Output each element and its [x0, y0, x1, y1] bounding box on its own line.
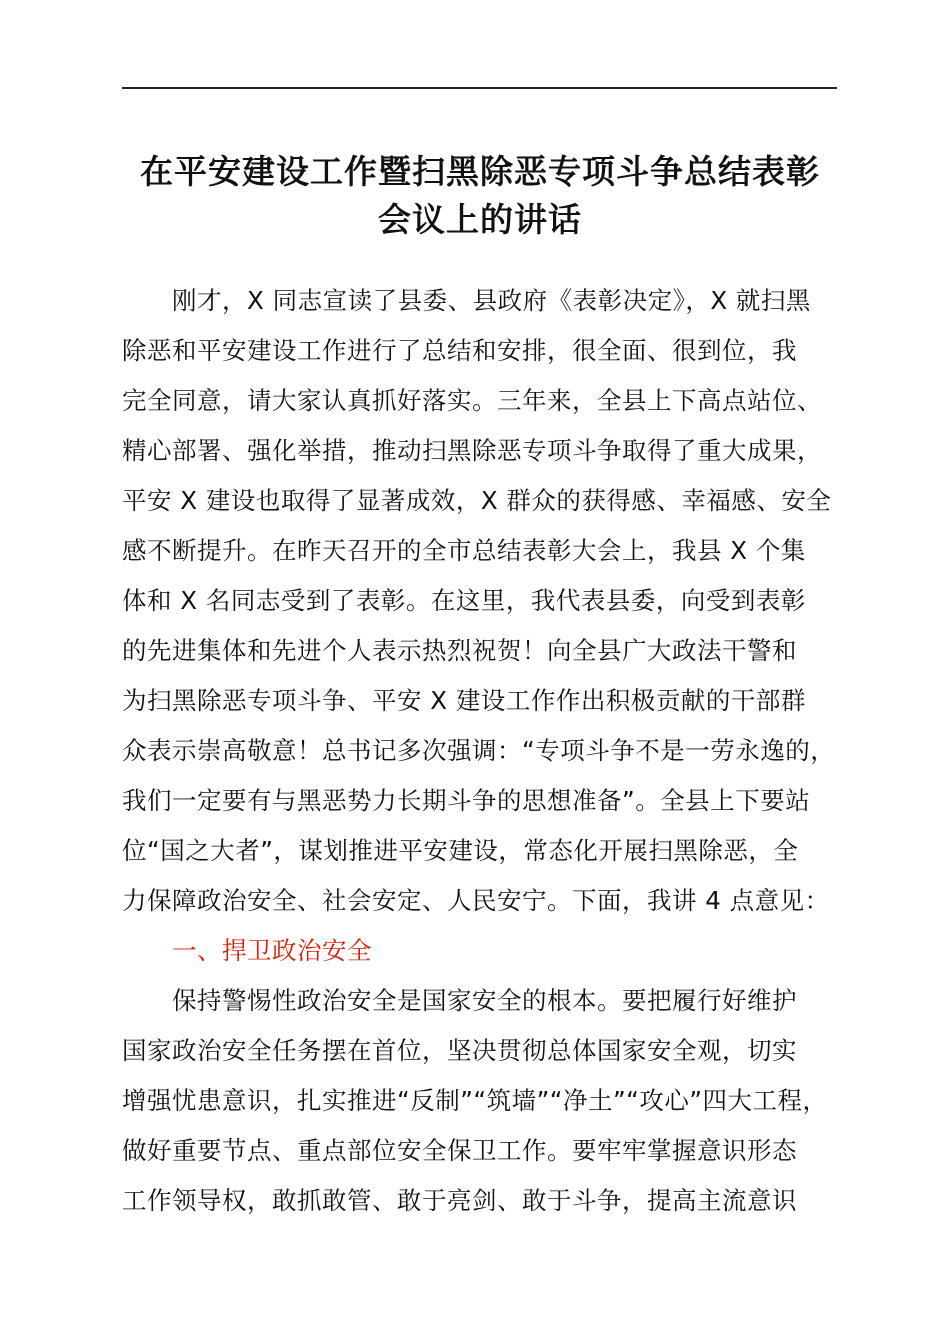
- title-line-1: 在平安建设工作暨扫黑除恶专项斗争总结表彰: [140, 152, 820, 191]
- paragraph-line: 众表示崇高敬意！总书记多次强调：“专项斗争不是一劳永逸的，: [122, 736, 836, 765]
- paragraph-line: 做好重要节点、重点部位安全保卫工作。要牢牢掌握意识形态: [122, 1136, 797, 1165]
- paragraph-line: 体和 X 名同志受到了表彰。在这里，我代表县委，向受到表彰: [122, 586, 806, 615]
- paragraph-line: 除恶和平安建设工作进行了总结和安排，很全面、很到位，我: [122, 336, 797, 365]
- paragraph-line: 刚才，X 同志宣读了县委、县政府《表彰决定》，X 就扫黑: [172, 286, 811, 315]
- paragraph-line: 增强忧患意识，扎实推进“反制”“筑墙”“净土”“攻心”四大工程，: [122, 1086, 828, 1115]
- paragraph-line: 精心部署、强化举措，推动扫黑除恶专项斗争取得了重大成果，: [122, 436, 822, 465]
- paragraph-intro: [122, 276, 842, 1226]
- paragraph-line: 国家政治安全任务摆在首位，坚决贯彻总体国家安全观，切实: [122, 1036, 797, 1065]
- header-rule: [122, 87, 837, 89]
- paragraph-line: 力保障政治安全、社会安定、人民安宁。下面，我讲 4 点意见：: [122, 886, 830, 915]
- document-title: [110, 148, 850, 244]
- paragraph-line: 感不断提升。在昨天召开的全市总结表彰大会上，我县 X 个集: [122, 536, 806, 565]
- section-heading: 一、捍卫政治安全: [172, 936, 372, 965]
- paragraph-line: 保持警惕性政治安全是国家安全的根本。要把履行好维护: [172, 986, 797, 1015]
- paragraph-line: 的先进集体和先进个人表示热烈祝贺！向全县广大政法干警和: [122, 636, 797, 665]
- paragraph-line: 平安 X 建设也取得了显著成效，X 群众的获得感、幸福感、安全: [122, 486, 832, 515]
- paragraph-line: 为扫黑除恶专项斗争、平安 X 建设工作作出积极贡献的干部群: [122, 686, 806, 715]
- title-line-2: 会议上的讲话: [378, 200, 582, 239]
- paragraph-line: 我们一定要有与黑恶势力长期斗争的思想准备”。全县上下要站: [122, 786, 811, 815]
- paragraph-line: 完全同意，请大家认真抓好落实。三年来，全县上下高点站位、: [122, 386, 822, 415]
- paragraph-line: 工作领导权，敢抓敢管、敢于亮剑、敢于斗争，提高主流意识: [122, 1186, 797, 1215]
- paragraph-line: 位“国之大者”，谋划推进平安建设，常态化开展扫黑除恶，全: [122, 836, 799, 865]
